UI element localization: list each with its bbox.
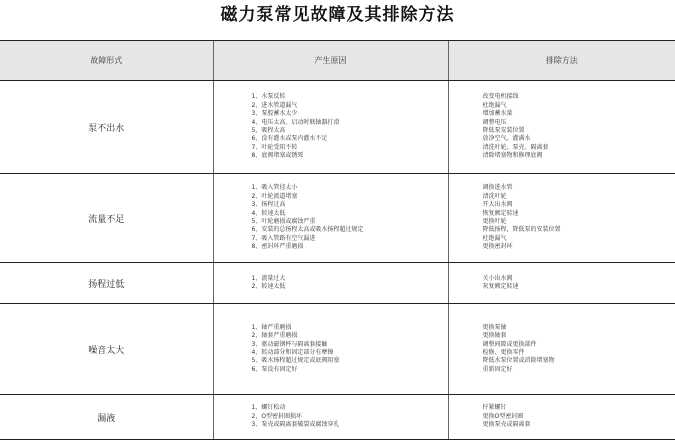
fix-list <box>448 304 675 395</box>
fix-item: 清除堵塞物和修理底阀 <box>482 152 543 160</box>
cause-list <box>213 81 448 174</box>
fix-item: 拧紧螺钉 <box>482 404 507 412</box>
cause-item: 5、吸程太高 <box>251 127 286 134</box>
fix-list <box>448 395 675 440</box>
cause-item: 2、O型密封圈损坏 <box>251 412 303 420</box>
fix-item: 改变电机接线 <box>482 93 519 101</box>
fix-item: 更换O型密封圈 <box>482 412 524 420</box>
fix-item: 更换轴套 <box>482 332 507 340</box>
fix-item: 开大出水阀 <box>482 201 513 209</box>
fix-item: 调整间隙或更换部件 <box>482 340 537 348</box>
fix-item: 杜绝漏气 <box>482 234 507 242</box>
fault-name: 流量不足 <box>0 174 213 263</box>
table-header-row <box>0 41 675 81</box>
cause-list <box>213 263 448 304</box>
cause-item: 2、转速太低 <box>251 283 286 290</box>
fix-item: 清洗叶轮 <box>482 192 507 200</box>
fault-table <box>0 40 675 440</box>
cause-item: 1、水泵反转 <box>251 93 286 101</box>
cause-item: 7、叶轮受阻不转 <box>251 143 298 151</box>
fix-item: 放净空气、灌满水 <box>482 135 531 143</box>
fix-list <box>448 263 675 304</box>
cause-item: 4、转速太低 <box>251 209 286 217</box>
cause-item: 1、螺钉松动 <box>251 404 286 412</box>
fault-name: 漏液 <box>0 395 213 440</box>
cause-item: 3、泵腔蓄水太少 <box>251 110 298 118</box>
fix-list <box>448 81 675 174</box>
fault-name: 扬程过低 <box>0 263 213 304</box>
cause-item: 2、进水管道漏气 <box>251 101 298 109</box>
header-cause: 产生原因 <box>213 41 448 81</box>
fix-item: 降低泵安装位置 <box>482 127 525 134</box>
cause-list <box>213 174 448 263</box>
cause-item: 1、轴严重磨损 <box>251 323 292 331</box>
page-title: 磁力泵常见故障及其排除方法 <box>220 5 455 25</box>
header-fix: 排除方法 <box>448 41 675 81</box>
cause-item: 2、叶轮流道堵塞 <box>251 192 298 200</box>
fault-name: 噪音太大 <box>0 304 213 395</box>
fix-item: 调换进水管 <box>482 184 513 192</box>
fix-item: 关小出水阀 <box>482 274 513 282</box>
cause-item: 8、密封环严重磨损 <box>251 243 304 251</box>
cause-item: 7、吸入管路有空气漏进 <box>251 234 316 242</box>
cause-list <box>213 304 448 395</box>
fix-item: 恢复额定转速 <box>482 209 519 217</box>
cause-item: 6、没有灌水或泵内灌水不足 <box>251 135 328 143</box>
fix-item: 更换泵轴 <box>482 323 507 331</box>
fix-item: 更换叶轮 <box>482 218 507 225</box>
cause-list <box>213 395 448 440</box>
cause-item: 3、驱动磁钢杯与隔离套接触 <box>251 340 328 348</box>
cause-item: 8、底阀堵塞或锈死 <box>251 152 304 160</box>
fix-item: 检修、更换零件 <box>482 349 525 356</box>
fix-item: 降低扬程，降低泵的安装位置 <box>482 226 561 234</box>
fix-item: 调整电压 <box>482 118 507 126</box>
cause-item: 3、扬程过高 <box>251 201 286 209</box>
fix-item: 杜绝漏气 <box>482 101 507 109</box>
table-row <box>0 81 675 174</box>
table-row <box>0 174 675 263</box>
cause-item: 1、吸入管径太小 <box>251 184 298 192</box>
fix-item: 降低水泵位置或消除堵塞物 <box>482 357 555 365</box>
header-fault: 故障形式 <box>0 41 213 81</box>
cause-item: 6、泵没有固定好 <box>251 365 298 373</box>
fix-list <box>448 174 675 263</box>
cause-item: 6、安装的总扬程太高或吸水扬程超过规定 <box>251 226 364 234</box>
fault-name: 泵不出水 <box>0 81 213 174</box>
cause-item: 3、泵壳或隔离套破裂或腐蚀穿孔 <box>251 421 340 429</box>
cause-item: 5、叶轮磨损或腐蚀严重 <box>251 218 316 225</box>
fix-item: 更换泵壳或隔离套 <box>482 421 531 429</box>
table-row <box>0 395 675 440</box>
fix-item: 更换密封环 <box>482 243 513 251</box>
fix-item: 灰复额定转速 <box>482 283 519 290</box>
cause-item: 1、流量过大 <box>251 274 286 282</box>
fix-item: 增加蓄水量 <box>482 110 513 118</box>
cause-item: 4、转动部分和固定部分有摩擦 <box>251 349 334 356</box>
fix-item: 重新固定好 <box>482 365 513 373</box>
cause-item: 4、电压太高、启动时联轴器打滑 <box>251 118 340 126</box>
table-row <box>0 263 675 304</box>
cause-item: 5、吸水扬程超过规定或底阀阻塞 <box>251 357 340 365</box>
fix-item: 清洗叶轮、泵壳、隔离套 <box>482 143 549 151</box>
table-row <box>0 304 675 395</box>
cause-item: 2、轴套严重磨损 <box>251 332 298 340</box>
